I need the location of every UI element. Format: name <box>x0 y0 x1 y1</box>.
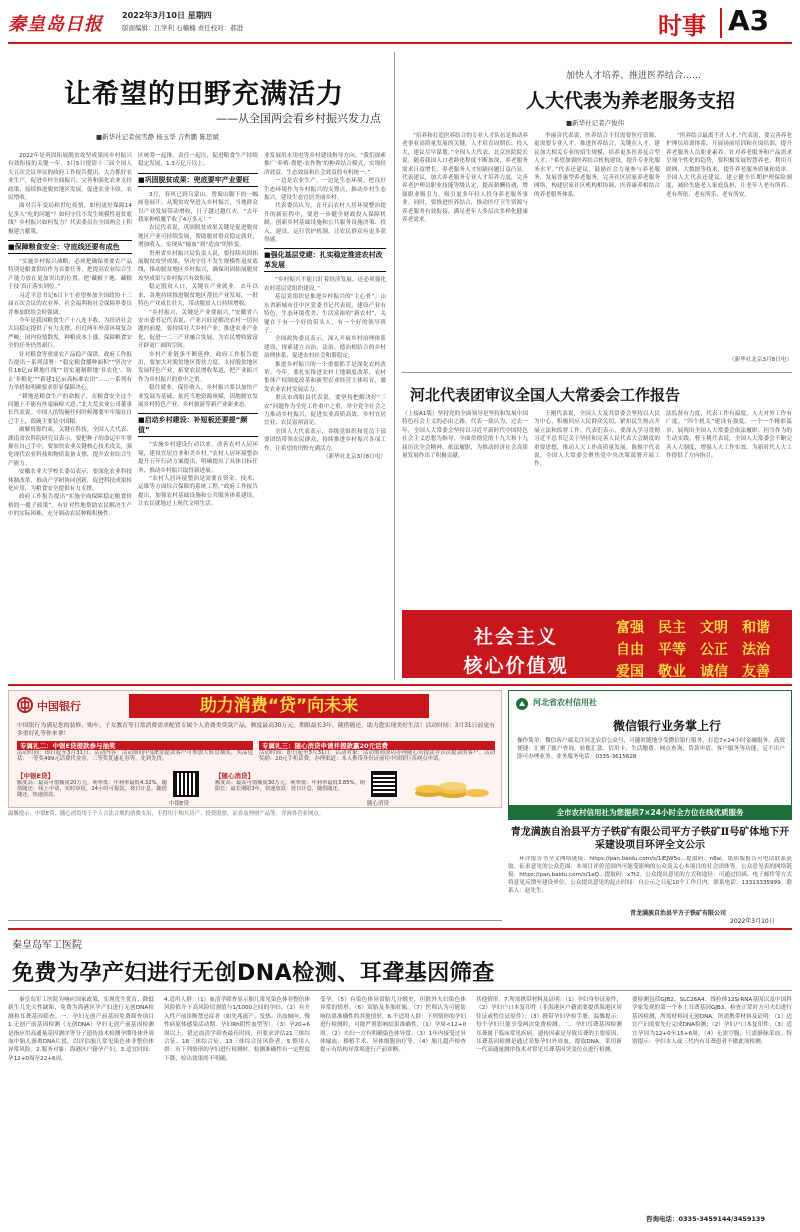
section-name: 时事 <box>658 12 706 40</box>
qr-1-caption: 中银E贷 <box>169 801 189 807</box>
product-2-title: 【随心消贷】 <box>215 772 254 780</box>
bank-name: 中国银行 <box>37 700 81 713</box>
value-word: 文明 <box>700 620 728 636</box>
paragraph: 稳定脱贫人口，关键在产业就业。去年以来，各地持续推进脱贫地区帮扶产业发展，一批特色产业成长壮大，带动脱贫人口持续增收。 <box>138 284 258 308</box>
paragraph: “实施乡村建设行动以来，改善农村人居环境，建设宜居宜业和美乡村。”农村人居环境整治提升五年行动方案提出，明确提出了具体目标任务，推动乡村振兴取得新进展。 <box>138 442 258 474</box>
paragraph: 代表委员认为，在开启农村人居环境整治提升的新征程中，要进一步健全财政投入保障机制，创新乡村基础设施和公共服务设施决策、投入、建设、运行管护机制，让农民群众有更多获得感。 <box>264 203 386 244</box>
section-divider <box>720 8 722 38</box>
article1-column-2 <box>138 152 258 674</box>
qr-2-caption: 随心消贷 <box>367 801 390 807</box>
hospital-title-rule <box>8 990 792 991</box>
rcb-name: 河北省农村信用社 <box>533 698 597 707</box>
value-word: 法治 <box>742 642 770 658</box>
paragraph: 全国人大代表表示，各级党组织和党员干部要团结带领农民群众，持续推进乡村振兴各项工作，让希望的田野充满活力。 <box>264 428 386 452</box>
article1-title: 让希望的田野充满活力 <box>64 79 344 110</box>
product-1-body: 额度高：最高可借额度20万元。利率低：年利率最低4.32%。随借随还：线上申请，实时审批，24小时可提款，按日计息，随借随还，快速放款。 <box>17 780 167 798</box>
paragraph: “实施乡村振兴战略，必须把确保重要农产品特别是粮食供给作为首要任务，把提高农业综合生产能力放在更加突出的位置，把‘藏粮于地、藏粮于技’真正落实到位。” <box>8 259 132 291</box>
hospital-kicker: 秦皇岛军工医院 <box>12 940 82 951</box>
hospital-column-5: 要检测包括GJB2、SLC26A4、线粒体12SrRNA基因以及中国科学家发现的第一个本土耳聋基因GJB3，检查正常时方可夫妇进行基因检测，所需材料同无创DNA。所需携带材料及证明：（1）适宜产妇需要先行完成DNA检测；（2）孕妇户口本复印件；（3）适宜孕周为12+0至15+6周。（4）无需空腹，只需静脉采血。特别提示：孕妇本人或三代内有耳聋患者不做此项检测。 <box>632 997 792 1046</box>
rcb-footer: 全市农村信用社为您提供7×24小时全方位在线优质服务 <box>556 808 744 817</box>
article3-column-2: 王刚代表说，全国人大及其常委会坚持以人民为中心，积极回应人民群众关切，紧扣民生热点开展立法和监督工作。代表们表示，要深入学习贯彻习近平总书记关于坚持和完善人民代表大会制度的重要思想，推动人大工作高质量发展。陈焕宇代表说，全国人大常委会聚焦党中央决策部署开展工作。 <box>534 411 660 468</box>
paragraph: 面对百年变局和世纪疫情，如何更好保障14亿多人“吃的问题”？如何守住不发生规模性返贫底线？乡村振兴如何发力？代表委员在全国两会上积极建言献策。 <box>8 203 132 235</box>
article1-credit: （新华社北京3月8日电） <box>322 454 386 460</box>
article2-title: 人大代表为养老服务支招 <box>526 90 736 112</box>
paragraph: “乡村振兴不能只盯着经济发展，还必须强化农村基层党组织建设。” <box>264 277 386 292</box>
paragraph: 全国政协委员表示，深入开展乡村治理体系建设，探索建立自治、法治、德治相结合的乡村治理体系，促进农村社会和谐稳定。 <box>264 336 386 360</box>
hospital-column-1: 秦皇岛军工医院为响应国家政策，实现优生优育，降低新生儿先天性缺陷，免费为海港区孕产妇进行无创DNA检测和耳聋基因筛查。一、孕妇无创产前基因免费筛查项目 1.无创产前基因检测（无创DNA）孕妇无创产前基因检测是指应用高通量基因测序等分子遗传技术检测孕期母体外周血中胎儿游离DNA片段，以评估胎儿常见染色体非整倍体异常风险。2.服务对象：海港区户籍孕产妇。3.适宜时间：孕12+0周至22+6周。 <box>8 997 154 1062</box>
paragraph: 基层党组织是推进乡村振兴的“主心骨”。山东省新城市任中区党委书记代表说，建设产业有特色、生态环境优美、生活富裕的“新农村”，关键在于有一个好的带头人，有一个好的领导班子。 <box>264 294 386 334</box>
promo-left-body: 活动时间：即日起至3月31日。活动内容：活动期间中银E贷提款客户可参加大转盘抽奖，奖品包括：一等奖499元话费代金券，二等奖优惠礼券等，先到先得。 <box>17 750 253 763</box>
bank-promo-right <box>259 741 495 769</box>
promo-right-title: 专属礼三：随心消贷申请并提款赢20元话费 <box>259 741 495 750</box>
article2-kicker: 加快人才培养、推进医养结合…… <box>566 71 702 81</box>
paragraph: “农村人居环境整治是需要在资金、技术、运维等方面综合保障的系统工程。”政府工作报告提出，加强农村基础设施和公共服务体系建设，让农民就地过上现代文明生活。 <box>138 476 258 508</box>
paragraph: 农民代表说，巩固脱贫成果关键是促进脱贫地区产业可持续发展，帮助脱贫群众稳定就业，增加收入，实现从“输血”到“造血”的转变。 <box>138 225 258 249</box>
paragraph: 一边是农业生产，一边是生态环境。把良好生态环境作为乡村振兴的支撑点，推动乡村生态振兴，建设生态宜居美丽乡村。 <box>264 178 386 202</box>
column-divider <box>394 52 395 680</box>
article1-column-3 <box>264 152 386 674</box>
paragraph: 习近平总书记6日下午看望参加全国政协十三届五次会议的农业界、社会福利和社会保障界委员并参加联组会时强调。 <box>8 292 132 316</box>
paragraph: 今年是我国粮食生产十八连丰收，为经济社会大局稳定提供了有力支撑。但近两年外部环境复杂严峻，国内疫情散发，种粮成本上涨，保障粮食安全的任务仍然艰巨。 <box>8 317 132 350</box>
qr-code-1[interactable] <box>173 771 199 797</box>
page-number: A3 <box>728 4 770 37</box>
masthead <box>8 6 792 44</box>
value-word: 自由 <box>616 642 644 658</box>
hospital-title: 免费为孕产妇进行无创DNA检测、耳聋基因筛查 <box>12 961 495 986</box>
article3-column-3: 法监督有力度，代表工作有温度。人大对外工作有广度。“四个机关”建设有强度。一个一个精彩篇章，展现出全国人大常委会依法履职、担当作为的生动实践。曹玉桃代表说，全国人大常委会不断完善人大制度，增强人大工作实效，为新时代人大工作提供了方向指引。 <box>666 411 792 460</box>
bank-logo <box>17 697 33 717</box>
promo-right-body: 活动时间：即日起至3月31日。活动对象：活动期间成功办理随心贷提款并首次提款的客户。活动奖励：20元手机话费。办理渠道：本人携带身份证前往中国银行各网点申请。 <box>259 750 495 763</box>
hospital-phone: 咨询电话：0335-3459144/3459139 <box>646 1215 765 1223</box>
bank-ad <box>8 690 502 808</box>
value-word: 公正 <box>700 642 728 658</box>
paragraph: 稳住就业，保住收入。乡村振兴要以加快产业发展为基础，依托当地资源禀赋，因地制宜发展乡村特色产业、乡村旅游等新产业新业态。 <box>138 385 258 408</box>
article2-column-3: “医养结合最离不开人才。”代表说，要完善养老护理员培训体系，开展岗前培训和在岗培训，提升养老服务人员职业素养。针对养老服务和产品需求呈现个性化的趋势，要积极发展智慧养老，利用互联网、大数据等技术，提升养老服务质量和效率。全国人大代表还建议，建立健全长期护理保险制度，减轻失能老人家庭负担，让老年人老有所养、老有所依、老有所乐、老有所安。 <box>666 133 792 198</box>
subhead-party-building: ■强化基层党建：扎实稳定推进农村改革发展 <box>264 248 386 272</box>
notice-date: 2022年3月10日 <box>730 918 775 925</box>
masthead-rule <box>8 42 792 44</box>
notice-title: 青龙满族自治县平方子铁矿有限公司平方子铁矿Ⅱ号矿体地下开采建设项目环评全文公示 <box>510 827 790 851</box>
subhead-poverty: ■巩固脱贫成果：兜底要牢产业要旺 <box>138 173 258 187</box>
paragraph: 业发展用水用电等乡村建设指导方向。“我们探索推广‘养殖-粪肥-农作物’的种养结合模式，实现经济效益、生态效益和社会效益的有机统一。” <box>264 153 386 176</box>
article1-byline: ■新华社记者侯雪静 杨玉华 吉哲鹏 陈思斌 <box>96 133 219 141</box>
paragraph: “耕地是粮食生产的命根子，在粮食安全这个问题上不能有丝毫麻痹大意。”北大荒农业公司董事长代表说。中国人的饭碗任何时候都要牢牢端在自己手上，饭碗主要装中国粮。 <box>8 393 132 425</box>
banner-left <box>446 622 586 678</box>
hospital-column-4: 其他情形。7.所需携带材料及证明：（1）孕妇身份证原件；（2）孕妇户口本复印件（非海港区户籍需要提供海港区居住证或暂住证原件）；（3）携带孕妇孕检手册。温馨提示：每个孕妇只能享受两次免费检测。二、孕妇耳聋基因检测 耳聋属于临床常见疾病，遗传因素是导致耳聋的主要原因，耳聋基因检测是通过采集孕妇外周血，提取DNA，采用新一代高通量测序技术对常见耳聋基因突变位点进行检测。 <box>476 997 622 1054</box>
value-word: 爱国 <box>616 664 644 680</box>
banner-values-grid <box>616 617 784 681</box>
product-1-title: 【中银E贷】 <box>17 772 54 780</box>
hospital-rule <box>8 928 792 930</box>
bank-intro: 中国银行为满足您的装修、购车、子女教育等日常消费需求配置专属个人消费类贷款产品，额度最高30万元，期限最长3年，随借随还，助力您实现美好生活！活动时间：3月31日前更有多重好礼等你来拿！ <box>17 723 495 738</box>
value-word: 平等 <box>658 642 686 658</box>
section-rule <box>402 372 792 373</box>
value-word: 敬业 <box>658 664 686 680</box>
paragraph: “乡村振兴，关键是产业要振兴。”安徽省六安市委书记代表说，产业兴旺是解决农村一切问题的前提，要持续壮大乡村产业，推进农业产业化，促进一二三产业融合发展，为农民增收致富开辟更广阔的空间。 <box>138 309 258 350</box>
product-2-body: 额度高：最高可借额度30万元。利率低：年利率最低3.85%。期限长：最长期限3年。快速放款：按日计息，随借随还。 <box>215 780 365 792</box>
paragraph: 安徽农业大学校长委员表示，要深化农业科技体制改革，推动产学研协同创新，促进科技成果转化应用，为粮食安全提供有力支撑。 <box>8 469 132 493</box>
article1-subtitle: ——从全国两会看乡村振兴发力点 <box>216 112 381 125</box>
paragraph: 政府工作报告提出“实施全面保障稳定粮食价格的一揽子政策”，有针对性地帮助农民解决生产中的实际困难，充分调动农民种粮积极性。 <box>8 494 132 518</box>
promo-left-title: 专属礼二：中银E贷提款参与抽奖 <box>17 741 253 750</box>
hospital-column-3: 受孕。（5）有染色体异常胎儿分娩史，但除外夫妇染色体异常的情形。（6）双胎及多胎妊娠。（7）医师认为可能影响结果准确性的其他情形。6.不适用人群：下列情形的孕妇进行检测时，可能严重影响结果准确性。（1）孕周<12+0周。（2）夫妇一方有明确染色体异常。（3）1年内接受过异体输血、移植手术、异体细胞治疗等。（4）胎儿超声检查提示有结构异常须进行产前诊断。 <box>320 997 466 1054</box>
rural-credit-ad <box>508 690 792 806</box>
paragraph: 破解资源约束，关键在科技。全国人大代表、湖南省农科院研究员表示，要把种子的命运牢牢掌握在自己手中，要加快农业关键核心技术攻关，强化现代农业科技和物质装备支撑，提升农业综合生产能力。 <box>8 427 132 467</box>
value-word: 和谐 <box>742 620 770 636</box>
paragraph: 区统筹一起推，责任一起压，促进粮食生产持续稳定发展，1.3万亿斤以上。 <box>138 153 258 168</box>
bank-footer: 温馨提示：中银E贷、随心消贷用于个人合法合规的消费支出，不得用于购买房产、投资股票、证券及理财产品等。详询各营业网点。 <box>8 811 325 817</box>
article3-title: 河北代表团审议全国人大常委会工作报告 <box>410 386 681 404</box>
bank-slogan: 助力消费“贷”向未来 <box>199 696 359 716</box>
article3-column-1: （上接A1版）坚持党的全面领导是坚持和发展中国特色社会主义的必由之路。代表一致认为，过去一年，全国人大常委会坚持以习近平新时代中国特色社会主义思想为指导，全面贯彻党的十九大和十九届历次全会精神，依法履职，为推动经济社会高质量发展作出了积极贡献。 <box>402 411 528 460</box>
boc-logo-icon <box>17 697 33 713</box>
article1-column-1 <box>8 152 132 674</box>
notice-body: 环评报告书全文网络链接：https://pan.baidu.com/s/1lEJW5o...提取码：n8ai。纸质版报告可电话联系获取。征求意见的公众范围：本项目评价范围内可能受影响的公众及关心本项目的社会团体等。公众意见表的网络链接：https://pan.baidu.com/s/1eQ...提取码：x7t2。公众提出意见的方式和途径：可通过信函、电子邮件等方式将意见反馈至建设单位。公众提出意见的起止时间：自公示之日起10个工作日内。联系电话：13313335999。联系人：赵先生。 <box>508 856 792 894</box>
article2-column-2: 李丽音代表说，医养结合不仅需要医疗资源，更需要专业人才。推进医养结合，关键在人才。建议加大相关专业的招生规模，培养更多医养复合型人才。“希望加强医养结合机构建设，提升专业化服务水平。”代表还建议，鼓励社会力量参与养老服务，发展普惠型养老服务，完善社区居家养老服务网络，构建居家社区机构相协调、医养康养相结合的养老服务体系。 <box>534 133 660 198</box>
banner-line-1: 社会主义 <box>473 626 558 648</box>
core-values-banner <box>402 610 792 678</box>
paragraph: 2022年是巩固拓展脱贫攻坚成果同乡村振兴有效衔接的关键一年。3月5日提请十三届全国人大五次会议审议的政府工作报告提出，大力抓好农业生产，促进乡村全面振兴；完善和强化农业支持政策，接续推进脱贫地区发展，促进农业丰收、农民增收。 <box>8 153 132 202</box>
coins-illustration-icon <box>409 773 493 799</box>
paragraph: 贵州省乡村振兴局负责人说，要持续巩固拓展脱贫攻坚成果，坚决守住不发生规模性返贫底线，推动脱贫地区乡村振兴，确保巩固拓展脱贫攻坚成果与乡村振兴有效衔接。 <box>138 250 258 282</box>
paragraph: 重庆市酉阳县代表说，要坚持把解决好“三农”问题作为全党工作重中之重，举全党全社会之力推动乡村振兴，促进农业高质高效、乡村宜居宜业、农民富裕富足。 <box>264 395 386 427</box>
paragraph: 推进乡村振兴的一个重要抓手是深化农村改革。今年，要扎实推进农村土地制度改革、农村集体产权制度改革和新型农业经营主体培育，激发农业农村发展活力。 <box>264 361 386 393</box>
rcb-logo-icon <box>515 696 529 715</box>
page-editors: 版面编辑：江学利 石楠楠 责任校对：郝进 <box>122 24 244 32</box>
rcb-body: 操作简单：微信客户端关注河北农信公众号，可随时随地享受微信银行服务，打造7×24小时金融服务。高效便捷：汇聚了账户查询、转账汇款、信用卡、生活缴费、网点查询、贷款申请、客户服务等功能，足不出户即可办理业务。业务服务电话：0335-3615628 <box>517 738 785 761</box>
subhead-rural-construction: ■启动乡村建设：补短板还要提“颜值” <box>138 413 258 437</box>
value-word: 友善 <box>742 664 770 680</box>
bank-product-1 <box>17 771 167 797</box>
article2-column-1: “培养和打造医养结合的专业人才队伍是推动养老事业高质量发展的关键，人才培育周期长、投入大，建议尽早谋划。”全国人大代表、北京医院院长说。随着我国人口老龄化程度不断加深，养老服务需求日益增长，养老服务人才短缺问题日益凸显。代表建议，加大养老服务专业人才培养力度，完善养老护理员职业技能等级认定，提高薪酬待遇，增强职业吸引力，吸引更多年轻人投身养老服务事业。同时，要推进医养结合，推动医疗卫生资源与养老服务有效衔接，满足老年人多层次多样化健康养老需求。 <box>402 133 528 224</box>
bank-slogan-bar <box>129 694 429 718</box>
notice-signature: 青龙满族自治县平方子铁矿有限公司 <box>630 910 727 917</box>
subhead-food-security: ■保障粮食安全：守底线还要有成色 <box>8 240 132 254</box>
bank-promo-left <box>17 741 253 769</box>
paragraph: 针对粮食等重要农产品稳产保供，政府工作报告提出一系列部署：“稳定粮食播种面积”“坚决守住18亿亩耕地红线”“切实遏制耕地‘非农化’、防止‘非粮化’”“新建1亿亩高标准农田”……一系列有力举措和明确要求彰显保障决心。 <box>8 351 132 392</box>
issue-date: 2022年3月10日 星期四 <box>122 11 212 20</box>
value-word: 富强 <box>616 620 644 636</box>
bank-product-2 <box>215 771 365 797</box>
value-word: 诚信 <box>700 664 728 680</box>
paragraph: 乡村产业链条不断延伸，政府工作报告提出，要加大对脱贫地区帮扶力度，支持脱贫地区发展特色产业，拓宽农民增收渠道，把产业振兴作为乡村振兴的重中之重。 <box>138 351 258 383</box>
bank-ad-filler <box>8 822 502 922</box>
ad-section-rule <box>8 684 792 686</box>
hospital-column-2: 4.适用人群：（1）血清学筛查显示胎儿常见染色体非整倍体风险值介于高风险切割值与1/1000之间的孕妇。（2）有介入性产前诊断禁忌症者（如先兆流产、发热、出血倾向、慢性病原体感染活动期、孕妇Rh阴性血型等）。（3）孕20+6周以上，错过血清学筛查最佳时间，但要求评估21三体综合征、18三体综合征、13三体综合征风险者。5.慎用人群：有下列情形的孕妇进行检测时，检测准确性有一定程度下降，检出效果尚不明确。 <box>164 997 310 1062</box>
rcb-footer-bar <box>508 806 792 820</box>
paragraph: 3月，春风已到乌蒙山。曾蜀山脚下的一幅画卷展开。从脱贫攻坚进入乡村振兴，当地群众以产业发展带动增收，日子越过越红火。“去年我家种植魔芋收了4万多元！” <box>138 191 258 224</box>
newspaper-logo: 秦皇岛日报 <box>8 14 103 35</box>
article2-byline: ■新华社记者卢俊伟 <box>566 119 625 127</box>
qr-code-2[interactable] <box>371 771 397 797</box>
article2-credit: （新华社北京3月8日电） <box>728 357 792 363</box>
rcb-title: 微信银行业务掌上行 <box>613 719 722 733</box>
value-word: 民主 <box>658 620 686 636</box>
banner-line-2: 核心价值观 <box>463 655 569 677</box>
